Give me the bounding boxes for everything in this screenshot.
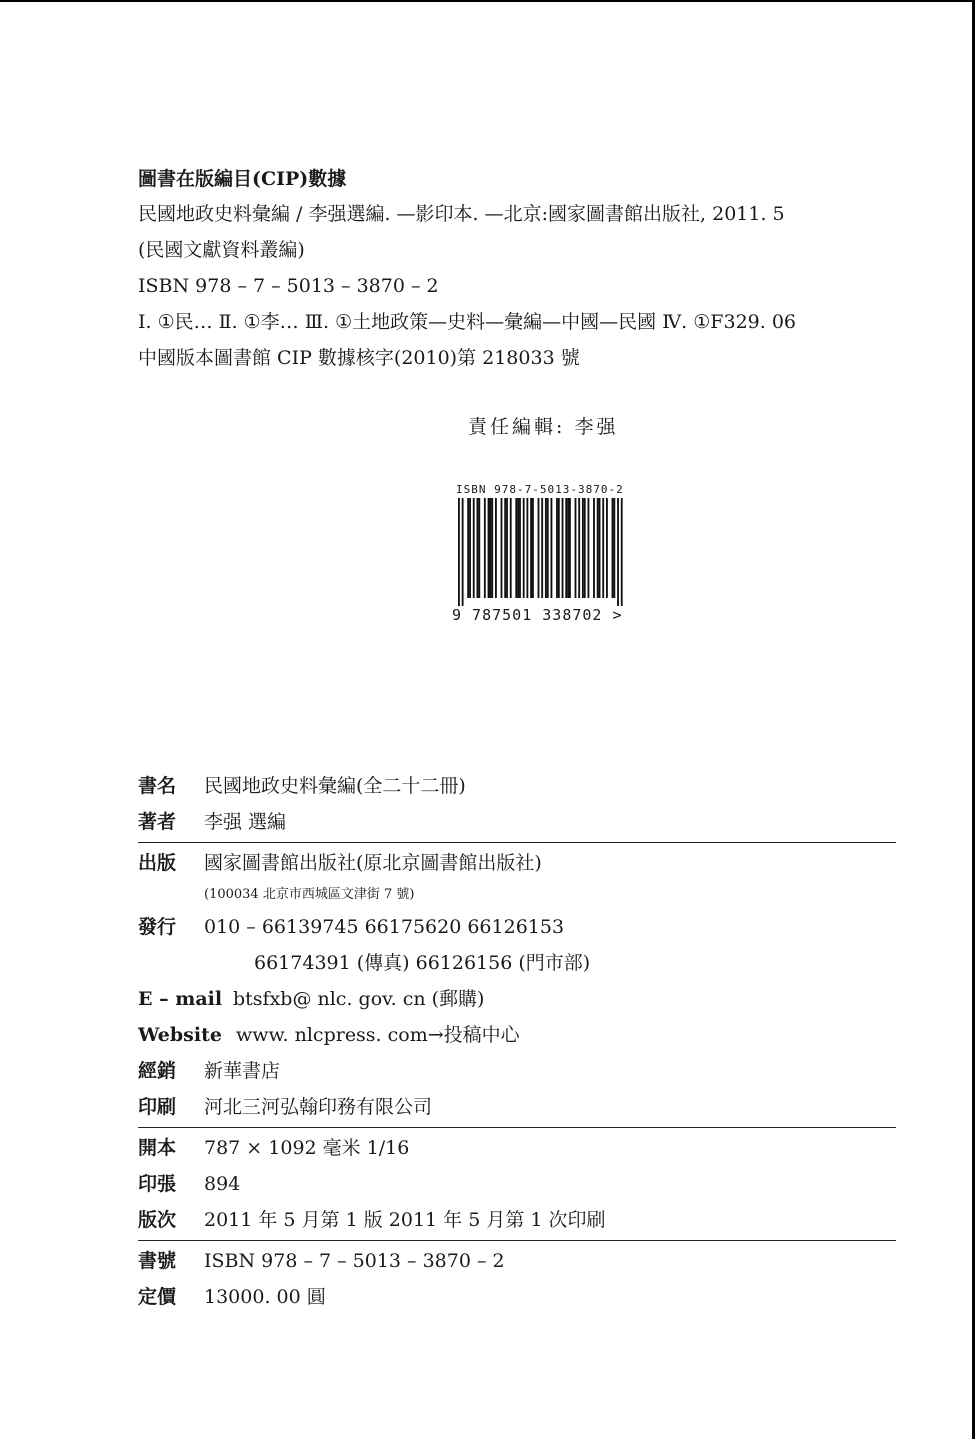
barcode-bar bbox=[504, 498, 506, 598]
barcode-bar bbox=[551, 498, 553, 598]
label-book-name: 書名 bbox=[138, 775, 177, 797]
label-sheets: 印張 bbox=[138, 1173, 177, 1195]
barcode-bar bbox=[467, 498, 469, 598]
value-edition: 2011 年 5 月第 1 版 2011 年 5 月第 1 次印刷 bbox=[204, 1209, 606, 1231]
value-book-name: 民國地政史料彙編(全二十二冊) bbox=[204, 775, 466, 797]
barcode-bar bbox=[495, 498, 497, 598]
label-seller: 經銷 bbox=[138, 1060, 177, 1082]
barcode-bar bbox=[469, 498, 471, 598]
barcode-bar bbox=[593, 498, 595, 598]
barcode-bar bbox=[488, 498, 490, 598]
barcode-bar bbox=[602, 498, 604, 598]
barcode-bar bbox=[519, 498, 521, 598]
barcode-bar bbox=[612, 498, 614, 598]
row-edition bbox=[138, 1202, 896, 1238]
barcode-bar bbox=[567, 498, 569, 598]
barcode-bar bbox=[558, 498, 560, 598]
barcode-bar bbox=[489, 498, 491, 598]
cip-line-series: (民國文獻資料叢編) bbox=[138, 239, 305, 261]
divider bbox=[138, 1127, 896, 1128]
barcode-bar bbox=[517, 498, 519, 598]
isbn-barcode bbox=[452, 482, 642, 624]
label-email: E – mail bbox=[138, 988, 223, 1010]
barcode-bars bbox=[458, 498, 628, 606]
barcode-bar bbox=[506, 498, 508, 598]
barcode-bar bbox=[510, 498, 512, 598]
value-distribution-cont: 66174391 (傳真) 66126156 (門市部) bbox=[254, 952, 591, 974]
barcode-digits: 9 787501 338702 > bbox=[452, 606, 623, 624]
barcode-bar bbox=[578, 498, 580, 598]
value-author: 李强 選編 bbox=[204, 811, 287, 833]
cip-block bbox=[138, 162, 918, 376]
barcode-bar bbox=[484, 498, 486, 598]
label-price: 定價 bbox=[138, 1286, 177, 1308]
value-distribution: 010 – 66139745 66175620 66126153 bbox=[204, 916, 565, 938]
value-email: btsfxb@ nlc. gov. cn (郵購) bbox=[233, 988, 485, 1010]
row-publisher bbox=[138, 845, 896, 881]
value-sheets: 894 bbox=[204, 1173, 241, 1195]
barcode-bar bbox=[538, 498, 540, 598]
row-email bbox=[138, 981, 896, 1017]
row-distribution bbox=[138, 909, 896, 945]
barcode-bar bbox=[613, 498, 615, 598]
label-website: Website bbox=[138, 1024, 222, 1046]
barcode-bar bbox=[547, 498, 549, 598]
value-website: www. nlcpress. com→投稿中心 bbox=[236, 1024, 520, 1046]
barcode-bar bbox=[458, 498, 460, 606]
barcode-bar bbox=[582, 498, 584, 598]
barcode-bar bbox=[530, 498, 532, 598]
barcode-bar bbox=[477, 498, 479, 598]
row-website bbox=[138, 1017, 896, 1053]
barcode-bar bbox=[621, 498, 623, 606]
row-format bbox=[138, 1130, 896, 1166]
barcode-bar bbox=[541, 498, 543, 598]
row-printer bbox=[138, 1089, 896, 1125]
row-distribution-cont bbox=[138, 945, 896, 981]
label-format: 開本 bbox=[138, 1137, 177, 1159]
barcode-bar bbox=[501, 498, 503, 598]
value-isbn: ISBN 978 – 7 – 5013 – 3870 – 2 bbox=[204, 1250, 505, 1272]
barcode-bar bbox=[545, 498, 547, 598]
colophon bbox=[138, 768, 896, 1315]
barcode-bar bbox=[597, 498, 599, 598]
row-publisher-address bbox=[138, 881, 896, 909]
row-price bbox=[138, 1279, 896, 1315]
value-seller: 新華書店 bbox=[204, 1060, 281, 1082]
value-printer: 河北三河弘翰印務有限公司 bbox=[204, 1096, 433, 1118]
barcode-bar bbox=[588, 498, 590, 598]
barcode-bar bbox=[575, 498, 577, 598]
cip-line-classification: Ⅰ. ①民… Ⅱ. ①李… Ⅲ. ①土地政策—史料—彙編—中國—民國 Ⅳ. ①F329. 06 bbox=[138, 311, 796, 333]
divider bbox=[138, 842, 896, 843]
cip-line-record: 中國版本圖書館 CIP 數據核字(2010)第 218033 號 bbox=[138, 347, 580, 369]
label-isbn: 書號 bbox=[138, 1250, 177, 1272]
label-author: 著者 bbox=[138, 811, 177, 833]
barcode-bar bbox=[473, 498, 475, 598]
divider bbox=[138, 1240, 896, 1241]
row-isbn bbox=[138, 1243, 896, 1279]
value-price: 13000. 00 圓 bbox=[204, 1286, 326, 1308]
barcode-bar bbox=[532, 498, 534, 598]
value-format: 787 × 1092 毫米 1/16 bbox=[204, 1137, 410, 1159]
row-sheets bbox=[138, 1166, 896, 1202]
barcode-bar bbox=[584, 498, 586, 598]
barcode-bar bbox=[462, 498, 464, 606]
value-publisher: 國家圖書館出版社(原北京圖書館出版社) bbox=[204, 852, 542, 874]
barcode-bar bbox=[562, 498, 564, 598]
responsible-editor: 責任編輯: 李强 bbox=[468, 416, 619, 438]
label-distribution: 發行 bbox=[138, 916, 177, 938]
barcode-bar bbox=[565, 498, 567, 598]
barcode-bar bbox=[569, 498, 571, 598]
barcode-bar bbox=[526, 498, 528, 598]
barcode-bar bbox=[617, 498, 619, 606]
row-book-name bbox=[138, 768, 896, 804]
label-printer: 印刷 bbox=[138, 1096, 177, 1118]
label-publisher: 出版 bbox=[138, 852, 177, 874]
barcode-bar bbox=[478, 498, 480, 598]
barcode-bar bbox=[599, 498, 601, 598]
barcode-bar bbox=[523, 498, 525, 598]
barcode-bar bbox=[491, 498, 493, 598]
row-seller bbox=[138, 1053, 896, 1089]
cip-line-title: 民國地政史料彙編 / 李强選編. —影印本. —北京:國家圖書館出版社, 2011. 5 bbox=[138, 203, 785, 225]
cip-title: 圖書在版編目(CIP)數據 bbox=[138, 168, 347, 190]
barcode-isbn-text: ISBN 978-7-5013-3870-2 bbox=[456, 483, 624, 496]
cip-line-isbn: ISBN 978 – 7 – 5013 – 3870 – 2 bbox=[138, 275, 439, 297]
value-publisher-address: (100034 北京市西城區文津街 7 號) bbox=[204, 887, 415, 902]
row-author bbox=[138, 804, 896, 840]
label-edition: 版次 bbox=[138, 1209, 177, 1231]
barcode-bar bbox=[606, 498, 608, 598]
barcode-bar bbox=[556, 498, 558, 598]
barcode-bar bbox=[515, 498, 517, 598]
